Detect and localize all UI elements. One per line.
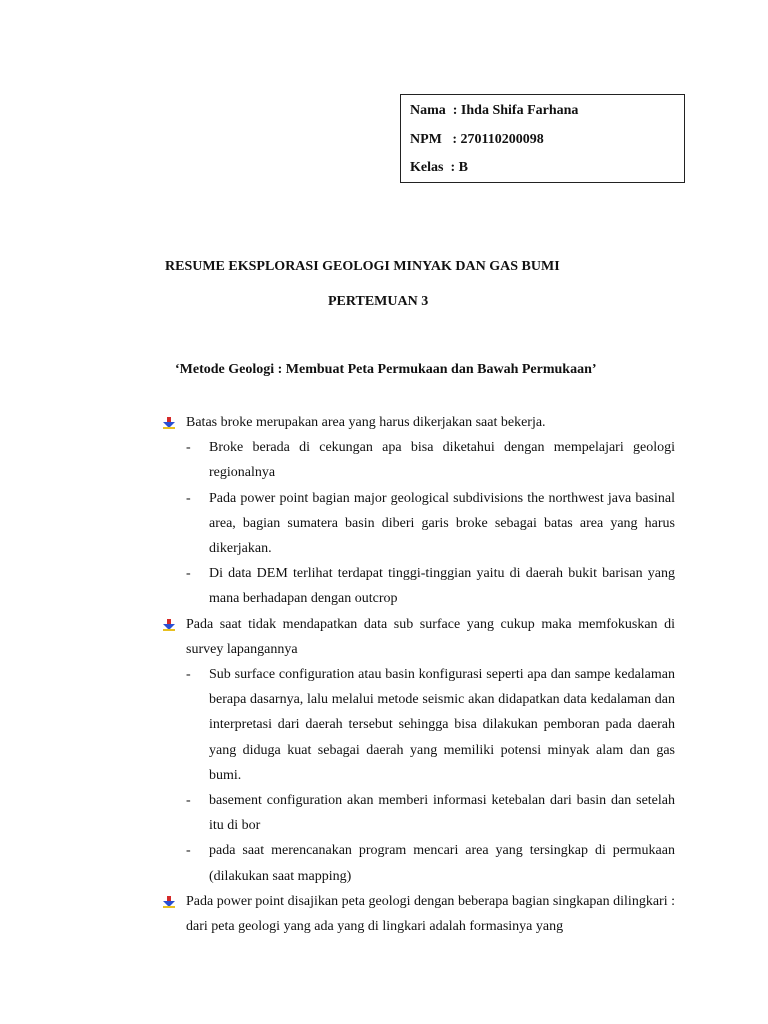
- sub-item-text: Di data DEM terlihat terdapat tinggi-tinggian yaitu di daerah bukit barisan yang mana berhadapan dengan outcrop: [209, 566, 675, 607]
- student-class: Kelas : B: [410, 160, 468, 175]
- dash-marker: -: [186, 566, 191, 582]
- bullet-item: [0, 410, 675, 435]
- student-identity-box: [400, 94, 685, 183]
- bullet-item: [0, 612, 675, 662]
- sub-list-item: [0, 561, 675, 611]
- sub-list-item: [0, 788, 675, 838]
- arrow-bullet-icon: [163, 619, 175, 631]
- sub-item-text: Broke berada di cekungan apa bisa diketahui dengan mempelajari geologi regionalnya: [209, 440, 675, 481]
- dash-marker: -: [186, 843, 191, 859]
- student-npm: NPM : 270110200098: [410, 131, 544, 147]
- bullet-list: [0, 410, 768, 939]
- topic-heading: ‘Metode Geologi : Membuat Peta Permukaan dan Bawah Permukaan’: [175, 362, 597, 377]
- bullet-text: Pada power point disajikan peta geologi dengan beberapa bagian singkapan dilingkari : dari peta geologi yang ada yang di lingkari adalah formasinya yang: [186, 893, 675, 935]
- sub-item-text: Pada power point bagian major geological subdivisions the northwest java basinal area, bagian sumatera basin diberi garis broke sebagai batas area yang harus dikerjakan.: [209, 490, 675, 557]
- sub-item-text: basement configuration akan memberi informasi ketebalan dari basin dan setelah itu di bor: [209, 793, 675, 834]
- meeting-number: PERTEMUAN 3: [328, 294, 429, 309]
- arrow-bullet-icon: [163, 896, 175, 908]
- arrow-bullet-icon: [163, 417, 175, 429]
- document-title: RESUME EKSPLORASI GEOLOGI MINYAK DAN GAS BUMI: [165, 259, 560, 274]
- bullet-item: [0, 889, 675, 939]
- sub-list-item: [0, 838, 675, 888]
- bullet-text: Batas broke merupakan area yang harus dikerjakan saat bekerja.: [186, 415, 546, 430]
- dash-marker: -: [186, 490, 191, 506]
- sub-list-item: [0, 435, 675, 485]
- sub-item-text: Sub surface configuration atau basin konfigurasi seperti apa dan sampe kedalaman berapa dasarnya, lalu melalui metode seismic akan didapatkan data kedalaman dan interpretasi dari daerah tersebut sehingga bisa dilakukan pemboran pada daerah yang diduga kuat sebagai daerah yang memiliki potensi minyak alam dan gas bumi.: [209, 667, 675, 783]
- dash-marker: -: [186, 667, 191, 683]
- student-name: Nama : Ihda Shifa Farhana: [410, 103, 579, 118]
- sub-list-item: [0, 662, 675, 788]
- sub-list-item: [0, 486, 675, 562]
- sub-item-text: pada saat merencanakan program mencari area yang tersingkap di permukaan (dilakukan saat mapping): [209, 843, 675, 884]
- bullet-text: Pada saat tidak mendapatkan data sub surface yang cukup maka memfokuskan di survey lapangannya: [186, 616, 675, 657]
- dash-marker: -: [186, 793, 191, 809]
- dash-marker: -: [186, 440, 191, 456]
